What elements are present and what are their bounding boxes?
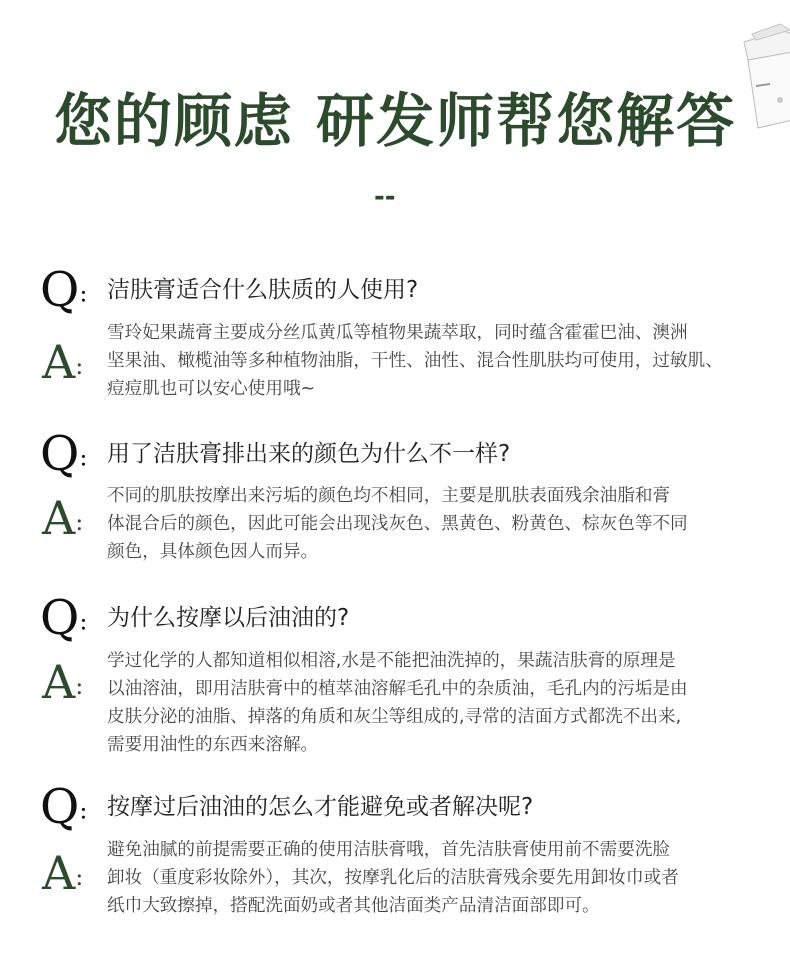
answer-line: 不同的肌肤按摩出来污垢的颜色均不相同，主要是肌肤表面残余油脂和膏 [107, 486, 671, 506]
answer-line: 坚果油、橄榄油等多种植物油脂，干性、油性、混合性肌肤均可使用，过敏肌、 [107, 351, 723, 371]
answer-line: 颜色，具体颜色因人而异。 [107, 542, 319, 562]
answer-text [107, 647, 767, 759]
title-divider: -- [374, 182, 396, 212]
question-text: 洁肤膏适合什么肤质的人使用? [107, 277, 419, 303]
answer-text [107, 836, 767, 920]
answer-marker: A: [42, 655, 84, 709]
question-marker: Q: [40, 590, 88, 646]
answer-marker: A: [42, 846, 84, 900]
answer-line: 卸妆（重度彩妆除外），其次，按摩乳化后的洁肤膏残余要先用卸妆巾或者 [107, 868, 679, 888]
answer-line: 以油溶油，即用洁肤膏中的植萃油溶解毛孔中的杂质油，毛孔内的污垢是由 [107, 679, 688, 699]
answer-line: 体混合后的颜色，因此可能会出现浅灰色、黑黄色、粉黄色、棕灰色等不同 [107, 514, 688, 534]
answer-line: 学过化学的人都知道相似相溶,水是不能把油洗掉的，果蔬洁肤膏的原理是 [107, 651, 676, 671]
question-text: 按摩过后油油的怎么才能避免或者解决呢? [107, 794, 534, 820]
page-title: 您的顾虑 研发师帮您解答 [53, 87, 737, 155]
answer-line: 避免油腻的前提需要正确的使用洁肤膏哦，首先洁肤膏使用前不需要洗脸 [107, 840, 671, 860]
answer-line: 皮肤分泌的油脂、掉落的角质和灰尘等组成的,寻常的洁面方式都洗不出来, [107, 707, 682, 727]
answer-marker: A: [42, 335, 84, 389]
answer-marker: A: [42, 491, 84, 545]
answer-line: 需要用油性的东西来溶解。 [107, 735, 319, 755]
answer-text [107, 482, 767, 566]
answer-line: 纸巾大致擦掉，搭配洗面奶或者其他洁面类产品清洁面部即可。 [107, 896, 600, 916]
answer-line: 痘痘肌也可以安心使用哦~ [107, 379, 316, 399]
answer-line: 雪玲妃果蔬膏主要成分丝瓜黄瓜等植物果蔬萃取，同时蕴含霍霍巴油、澳洲 [107, 323, 688, 343]
question-marker: Q: [40, 426, 88, 482]
answer-text [107, 319, 767, 403]
question-marker: Q: [40, 779, 88, 835]
question-text: 用了洁肤膏排出来的颜色为什么不一样? [107, 441, 511, 467]
question-marker: Q: [40, 262, 88, 318]
question-text: 为什么按摩以后油油的? [107, 605, 350, 631]
